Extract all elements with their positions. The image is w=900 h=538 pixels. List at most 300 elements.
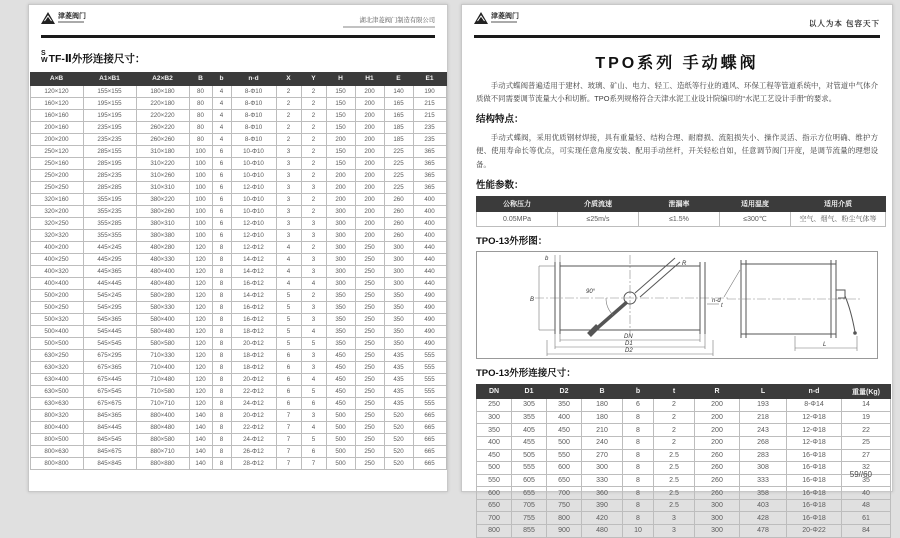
column-header: E xyxy=(384,72,413,85)
table-cell: 250 xyxy=(355,397,384,409)
table-cell: 8 xyxy=(212,397,231,409)
table-cell: 120 xyxy=(189,241,212,253)
table-cell: 200 xyxy=(355,217,384,229)
table-cell: 8-Φ10 xyxy=(231,85,276,97)
table-cell: 700 xyxy=(547,487,582,500)
table-cell: 16-Φ18 xyxy=(787,512,842,525)
table-cell: 210 xyxy=(582,424,623,437)
table-row xyxy=(30,145,446,157)
table-header-row xyxy=(30,72,446,85)
table-cell: 2 xyxy=(301,145,326,157)
table-cell: 310×260 xyxy=(136,169,189,181)
table-cell: 215 xyxy=(413,109,446,121)
column-header: X xyxy=(276,72,301,85)
table-cell: 8 xyxy=(212,373,231,385)
table-cell: 2 xyxy=(301,169,326,181)
prefix-w: W xyxy=(41,57,48,64)
table-cell: 100 xyxy=(189,169,212,181)
left-page-header xyxy=(29,5,447,35)
table-cell: 18-Φ12 xyxy=(231,349,276,361)
table-cell: 5 xyxy=(276,289,301,301)
table-cell: 195×155 xyxy=(83,97,136,109)
table-cell: 260 xyxy=(384,217,413,229)
table-cell: 190 xyxy=(413,85,446,97)
table-cell: 250 xyxy=(355,421,384,433)
table-cell: 200 xyxy=(695,424,740,437)
table-cell: 350 xyxy=(326,337,355,349)
table-cell: 500×500 xyxy=(30,337,83,349)
table-cell: 6 xyxy=(301,397,326,409)
table-cell: 10-Φ10 xyxy=(231,169,276,181)
table-cell: 165 xyxy=(384,97,413,109)
table-cell: 800×630 xyxy=(30,445,83,457)
table-cell: 240 xyxy=(582,436,623,449)
column-header: Y xyxy=(301,72,326,85)
table-cell: 300 xyxy=(326,205,355,217)
table-cell: 6 xyxy=(276,361,301,373)
table-cell: 665 xyxy=(413,457,446,469)
table-cell: 260 xyxy=(695,487,740,500)
dim-label-t: t xyxy=(721,303,723,310)
table-cell: 3 xyxy=(654,512,695,525)
table-cell: 2 xyxy=(276,97,301,109)
table-cell: 350 xyxy=(547,399,582,412)
table-cell: 4 xyxy=(276,277,301,289)
table-cell: 80 xyxy=(189,109,212,121)
table-cell: 480×400 xyxy=(136,265,189,277)
table-row xyxy=(477,411,891,424)
table-cell: 500 xyxy=(477,462,512,475)
table-cell: 403 xyxy=(740,499,787,512)
table-cell: 440 xyxy=(413,253,446,265)
table-cell: 440 xyxy=(413,241,446,253)
table-cell: 445×295 xyxy=(83,253,136,265)
table-cell: 165 xyxy=(384,109,413,121)
front-view-drawing xyxy=(485,252,735,358)
table-cell: 450 xyxy=(326,361,355,373)
table-cell: 2 xyxy=(276,133,301,145)
table-cell: 520 xyxy=(384,409,413,421)
performance-heading: 性能参数： xyxy=(476,180,524,192)
column-header: H1 xyxy=(355,72,384,85)
table-cell: 10-Φ10 xyxy=(231,193,276,205)
left-page-title xyxy=(41,51,435,66)
table-cell: 555 xyxy=(413,361,446,373)
table-cell: 7 xyxy=(276,433,301,445)
table-cell: 3 xyxy=(301,229,326,241)
table-cell: 150 xyxy=(326,157,355,169)
table-cell: 120 xyxy=(189,325,212,337)
drawing-heading: TPO-13外形图： xyxy=(476,236,548,248)
table-cell: 6 xyxy=(623,399,654,412)
table-cell: 450 xyxy=(326,373,355,385)
table-row xyxy=(30,349,446,361)
table-cell: 12-Φ18 xyxy=(787,411,842,424)
table-cell: 490 xyxy=(413,301,446,313)
table-cell: 8 xyxy=(212,289,231,301)
column-header: n-d xyxy=(231,72,276,85)
table-cell: 80 xyxy=(189,97,212,109)
table-cell: 200 xyxy=(326,133,355,145)
table-cell: 12-Φ10 xyxy=(231,217,276,229)
column-header: 公称压力 xyxy=(477,197,558,212)
table-cell: 285×155 xyxy=(83,145,136,157)
table-cell: 435 xyxy=(384,361,413,373)
table-cell: 580×480 xyxy=(136,325,189,337)
table-cell: 520 xyxy=(384,433,413,445)
logo-text: 津菱阀门 xyxy=(491,12,519,20)
table-row xyxy=(30,241,446,253)
table-cell: 700 xyxy=(477,512,512,525)
table-cell: 520 xyxy=(384,445,413,457)
table-cell: 8 xyxy=(212,253,231,265)
dim-label-B: B xyxy=(530,297,535,304)
table-cell: 880×710 xyxy=(136,445,189,457)
table-cell: 500 xyxy=(326,445,355,457)
table-cell: 630×250 xyxy=(30,349,83,361)
table-cell: 400 xyxy=(413,229,446,241)
table-cell: 500 xyxy=(326,421,355,433)
table-cell: 200 xyxy=(355,145,384,157)
table-cell: 2 xyxy=(276,121,301,133)
table-cell: 520 xyxy=(384,457,413,469)
table-cell: 8 xyxy=(212,313,231,325)
table-cell: 200 xyxy=(355,121,384,133)
table-cell: 6 xyxy=(212,217,231,229)
table-cell: 4 xyxy=(301,277,326,289)
table-cell: 350 xyxy=(477,424,512,437)
table-cell: 480 xyxy=(582,525,623,538)
table-row xyxy=(30,85,446,97)
table-cell: 505 xyxy=(512,449,547,462)
table-cell: 710×710 xyxy=(136,397,189,409)
table-cell: 250 xyxy=(477,399,512,412)
table-cell: 200 xyxy=(695,411,740,424)
table-cell: 120 xyxy=(189,385,212,397)
table-cell: 250 xyxy=(355,457,384,469)
page-number: 59//60 xyxy=(849,470,872,479)
table-cell: 490 xyxy=(413,325,446,337)
dim-label-b: b xyxy=(545,256,549,263)
right-page-header xyxy=(462,5,892,35)
table-cell: 250 xyxy=(355,337,384,349)
table-cell: 7 xyxy=(276,457,301,469)
table-cell: 380×380 xyxy=(136,229,189,241)
table-cell: 750 xyxy=(547,499,582,512)
dim-label-R: R xyxy=(682,261,687,268)
table-cell: 300 xyxy=(582,462,623,475)
table-cell: 605 xyxy=(512,474,547,487)
table-row xyxy=(30,325,446,337)
column-header: b xyxy=(212,72,231,85)
table-cell: 14 xyxy=(842,399,891,412)
table-cell: 285×235 xyxy=(83,169,136,181)
table-cell: 490 xyxy=(413,337,446,349)
table-cell: 195×195 xyxy=(83,109,136,121)
table-cell: 333 xyxy=(740,474,787,487)
table-cell: 365 xyxy=(413,169,446,181)
table-cell: 14-Φ12 xyxy=(231,253,276,265)
table-row xyxy=(30,421,446,433)
table-cell: 355×195 xyxy=(83,193,136,205)
table-cell: 2 xyxy=(301,205,326,217)
table-cell: 35 xyxy=(842,474,891,487)
column-header: B xyxy=(189,72,212,85)
table-cell: 880×880 xyxy=(136,457,189,469)
table-cell: 5 xyxy=(301,433,326,445)
table-cell: 250 xyxy=(355,361,384,373)
table-cell: 18-Φ12 xyxy=(231,361,276,373)
table-cell: 3 xyxy=(301,409,326,421)
table-cell: 3 xyxy=(301,265,326,277)
table-cell: 675×445 xyxy=(83,373,136,385)
table-cell: 140 xyxy=(189,445,212,457)
table-cell: 225 xyxy=(384,169,413,181)
table-cell: 300 xyxy=(695,499,740,512)
table-cell: 4 xyxy=(212,85,231,97)
table-cell: 150 xyxy=(326,85,355,97)
table-cell: 360 xyxy=(582,487,623,500)
table-cell: 250 xyxy=(355,349,384,361)
table-cell: 300 xyxy=(326,229,355,241)
table-cell: 8 xyxy=(212,361,231,373)
page-title: TPO系列 手动蝶阀 xyxy=(595,54,759,72)
column-header: DN xyxy=(477,385,512,399)
table-cell: 0.05MPa xyxy=(477,212,558,227)
table-cell: 2 xyxy=(301,133,326,145)
table-cell: 8-Φ14 xyxy=(787,399,842,412)
table-cell: 675×295 xyxy=(83,349,136,361)
table-cell: 27 xyxy=(842,449,891,462)
table-cell: 500 xyxy=(326,409,355,421)
table-cell: 215 xyxy=(413,97,446,109)
company-name xyxy=(343,15,435,28)
table-cell: 2.5 xyxy=(654,474,695,487)
table-cell: 200×200 xyxy=(30,133,83,145)
table-cell: 308 xyxy=(740,462,787,475)
table-cell: 3 xyxy=(301,253,326,265)
features-heading: 结构特点： xyxy=(476,114,524,126)
table-cell: 120 xyxy=(189,373,212,385)
table-cell: 250 xyxy=(355,373,384,385)
table-cell: 193 xyxy=(740,399,787,412)
table-cell: 500 xyxy=(326,457,355,469)
table-cell: 32 xyxy=(842,462,891,475)
table-cell: 24-Φ12 xyxy=(231,397,276,409)
table-cell: 500×200 xyxy=(30,289,83,301)
table-row xyxy=(477,512,891,525)
table-cell: 155×155 xyxy=(83,85,136,97)
column-header: 介质流速 xyxy=(558,197,639,212)
table-cell: 480×480 xyxy=(136,277,189,289)
table-cell: 225 xyxy=(384,145,413,157)
table-cell: 235×235 xyxy=(83,133,136,145)
table-cell: 845×445 xyxy=(83,421,136,433)
table-cell: 490 xyxy=(413,289,446,301)
table-cell: 7 xyxy=(301,457,326,469)
dim-label-D1: D1 xyxy=(625,341,633,348)
logo-subtext-line xyxy=(58,21,84,23)
table-cell: 3 xyxy=(276,169,301,181)
intro-paragraph: 手动式蝶阀普遍适用于建材、玻璃、矿山、电力、轻工、造纸等行业的通风、环保工程等管道系统中，对管道中气体介质做不同需要调节流量大小和切断。TPO系列规格符合天津水泥工业设计院编印的“水泥工艺设计手册”的要求。 xyxy=(476,80,878,103)
table-cell: 330 xyxy=(582,474,623,487)
header-rule xyxy=(41,35,435,38)
table-cell: 100 xyxy=(189,229,212,241)
table-cell: 235 xyxy=(413,133,446,145)
table-cell: 545×545 xyxy=(83,337,136,349)
table-cell: 120 xyxy=(189,265,212,277)
table-row xyxy=(477,525,891,538)
table-cell: 140 xyxy=(189,421,212,433)
table-row xyxy=(30,445,446,457)
table-cell: 2 xyxy=(276,85,301,97)
table-cell: 8 xyxy=(212,241,231,253)
table-cell: 8 xyxy=(212,385,231,397)
table-cell: 8 xyxy=(212,277,231,289)
table-cell: 8 xyxy=(212,421,231,433)
column-header: D2 xyxy=(547,385,582,399)
table-cell: 200 xyxy=(355,133,384,145)
table-cell: 8 xyxy=(212,349,231,361)
table-cell: 250 xyxy=(355,409,384,421)
table-cell: 300 xyxy=(695,512,740,525)
performance-parameters-table xyxy=(476,196,886,227)
table-cell: 300 xyxy=(695,525,740,538)
table-cell: 2 xyxy=(654,411,695,424)
table-cell: 200 xyxy=(355,181,384,193)
table-cell: 160×120 xyxy=(30,97,83,109)
table-cell: 300 xyxy=(384,241,413,253)
table-cell: 48 xyxy=(842,499,891,512)
table-cell: 120 xyxy=(189,397,212,409)
table-cell: 450 xyxy=(326,385,355,397)
table-row xyxy=(477,462,891,475)
table-cell: 355×285 xyxy=(83,217,136,229)
table-cell: 800×320 xyxy=(30,409,83,421)
table-cell: 5 xyxy=(301,337,326,349)
table-cell: 120 xyxy=(189,313,212,325)
table-cell: 120 xyxy=(189,301,212,313)
table-cell: 250 xyxy=(355,241,384,253)
table-cell: 200 xyxy=(695,436,740,449)
table-cell: 160×160 xyxy=(30,109,83,121)
dim-label-nd: n-d xyxy=(712,298,721,305)
table-cell: 445×245 xyxy=(83,241,136,253)
table-cell: 710×400 xyxy=(136,361,189,373)
table-cell: 200 xyxy=(355,193,384,205)
table-cell: 283 xyxy=(740,449,787,462)
table-cell: 16-Φ18 xyxy=(787,474,842,487)
table-row xyxy=(477,474,891,487)
table-cell: 6 xyxy=(212,181,231,193)
table-cell: 2 xyxy=(276,109,301,121)
table-cell: 2 xyxy=(301,157,326,169)
table-cell: 310×220 xyxy=(136,157,189,169)
table-cell: 550 xyxy=(477,474,512,487)
table-cell: 8 xyxy=(212,265,231,277)
table-cell: 800×500 xyxy=(30,433,83,445)
table-cell: 400 xyxy=(413,205,446,217)
table-cell: 2 xyxy=(301,85,326,97)
table-cell: 8-Φ10 xyxy=(231,97,276,109)
table-cell: 455 xyxy=(512,436,547,449)
table-cell: 6 xyxy=(212,193,231,205)
table-cell: 5 xyxy=(276,301,301,313)
table-row xyxy=(30,133,446,145)
table-cell: 6 xyxy=(276,385,301,397)
table-cell: 555 xyxy=(413,349,446,361)
table-cell: 235×195 xyxy=(83,121,136,133)
slogan-text: 以人为本 包容天下 xyxy=(808,19,880,28)
table-cell: 6 xyxy=(212,229,231,241)
column-header: A×B xyxy=(30,72,83,85)
table-cell: 140 xyxy=(189,457,212,469)
table-cell: 268 xyxy=(740,436,787,449)
table-cell: 10 xyxy=(623,525,654,538)
table-row xyxy=(30,361,446,373)
table-cell: 365 xyxy=(413,145,446,157)
table-cell: 600 xyxy=(477,487,512,500)
table-cell: 80 xyxy=(189,121,212,133)
table-cell: 3 xyxy=(276,217,301,229)
table-cell: 650 xyxy=(477,499,512,512)
table-cell: 350 xyxy=(326,289,355,301)
table-cell: 300 xyxy=(326,253,355,265)
table-cell: 435 xyxy=(384,373,413,385)
table-cell: 5 xyxy=(301,385,326,397)
table-cell: 480×330 xyxy=(136,253,189,265)
table-cell: ≤25m/s xyxy=(558,212,639,227)
table-cell: 200 xyxy=(326,181,355,193)
table-cell: 450 xyxy=(326,349,355,361)
table-cell: 8 xyxy=(623,449,654,462)
triangle-logo-icon xyxy=(474,12,488,24)
triangle-logo-icon xyxy=(41,12,55,24)
column-header: 泄漏率 xyxy=(639,197,720,212)
table-cell: 675×365 xyxy=(83,361,136,373)
table-cell: 2.5 xyxy=(654,499,695,512)
table-cell: 3 xyxy=(654,525,695,538)
table-cell: 200 xyxy=(355,205,384,217)
table-cell: 450 xyxy=(547,424,582,437)
table-row xyxy=(30,409,446,421)
table-cell: 3 xyxy=(276,157,301,169)
table-row xyxy=(30,205,446,217)
table-cell: 270 xyxy=(582,449,623,462)
table-cell: 300 xyxy=(326,241,355,253)
table-cell: 630×400 xyxy=(30,373,83,385)
table-cell: 350 xyxy=(326,313,355,325)
table-cell: 7 xyxy=(276,445,301,457)
table-cell: 428 xyxy=(740,512,787,525)
logo-text-block xyxy=(491,13,519,24)
table-row xyxy=(477,424,891,437)
table-cell: 4 xyxy=(212,133,231,145)
table-row xyxy=(477,436,891,449)
table-cell: 880×400 xyxy=(136,409,189,421)
table-cell: 8 xyxy=(623,487,654,500)
table-cell: 800×400 xyxy=(30,421,83,433)
table-cell: 380×260 xyxy=(136,205,189,217)
table-cell: 3 xyxy=(276,205,301,217)
table-cell: 6 xyxy=(301,445,326,457)
table-cell: 490 xyxy=(413,313,446,325)
table-cell: 450 xyxy=(326,397,355,409)
table-cell: 235 xyxy=(413,121,446,133)
table-cell: 390 xyxy=(582,499,623,512)
table-cell: 900 xyxy=(547,525,582,538)
table-cell: 580×400 xyxy=(136,313,189,325)
